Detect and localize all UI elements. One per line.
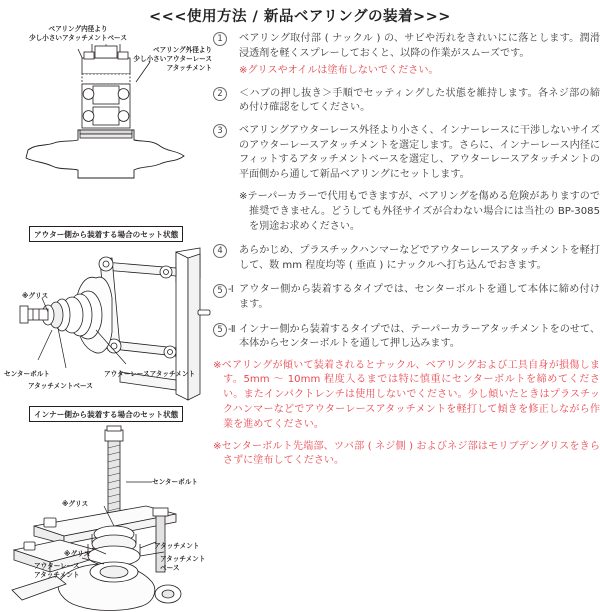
step-content [239, 323, 600, 352]
step-number: 5 [213, 284, 227, 298]
callout-grease-lower-bottom: ※グリス [64, 550, 91, 558]
step-item [213, 87, 600, 116]
step-marker [213, 32, 239, 79]
step-content [239, 32, 600, 79]
bottom-diagram-art [0, 422, 212, 612]
step-note: ※テーパーカラーで代用もできますが、ベアリングを傷める危険がありますので推奨できません。どうしても外径サイズが合わない場合には当社の BP-3085 を別途お求めください。 [239, 191, 600, 232]
callout-attachment-bottom: アタッチメント [154, 542, 200, 550]
step-content [239, 124, 600, 234]
step-number: 5 [213, 323, 227, 337]
step-note: ※グリスやオイルは塗布しないでください。 [239, 65, 439, 77]
step-item [213, 244, 600, 273]
middle-diagram-art [0, 244, 212, 424]
step-body: ベアリング取付部 ( ナックル ) の、サビや汚れをきれいにに落とします。潤滑浸透剤を軽くスプレーしておくと、以降の作業がスムーズです。 [239, 33, 600, 59]
step-body: ＜ハブの押し抜き＞手順でセッティングした状態を維持します。各ネジ部の締め付け確認をしてください。 [239, 87, 600, 114]
step-roman: -Ⅱ [228, 323, 236, 335]
page-title: <<<使用方法 / 新品ベアリングの装着>>> [149, 9, 451, 25]
step-item [213, 283, 600, 312]
step-number: 3 [213, 124, 227, 138]
step-body: ベアリングアウターレース外径より小さく、インナーレースに干渉しないサイズのアウターレースアタッチメントを選定します。さらに、インナーレース内径にフィットするアタッチメントベースを選定し、アウターレースアタッチメントの平面側から通して新品ベアリングにセットします。 [239, 124, 600, 180]
step-content [239, 87, 600, 116]
step-content [239, 283, 600, 312]
step-marker [213, 323, 239, 352]
step-item [213, 323, 600, 352]
step-number: 1 [213, 32, 227, 46]
callout-outer-race-attachment-top: ベアリング外径より 少し小さいアウターレース アタッチメント [133, 46, 212, 72]
warning-text: ※センターボルト先端部、ツバ部 ( ネジ側 ) およびネジ部はモリブデングリスをきらさずに塗布してください。 [213, 440, 600, 467]
bottom-diagram-heading: インナー側から装着する場合のセット状態 [29, 406, 183, 422]
callout-attachment-base-bottom: アタッチメント ベース [160, 555, 206, 572]
step-marker [213, 124, 239, 234]
step-body: インナー側から装着するタイプでは、テーパーカラーアタッチメントをのせて、本体からセンターボルトを通して押し込みます。 [239, 323, 600, 350]
callout-grease-upper-bottom: ※グリス [62, 500, 89, 508]
warning-block [213, 359, 600, 470]
callout-attachment-base: ベアリング内径より 少し小さいアタッチメントベース [29, 25, 127, 42]
callout-outer-race-attachment-bottom: アウターレース アタッチメント [34, 562, 80, 579]
instruction-list [213, 32, 600, 476]
step-content [239, 244, 600, 273]
step-roman: -Ⅰ [228, 284, 234, 296]
step-number: 2 [213, 87, 227, 101]
step-marker [213, 244, 239, 273]
middle-diagram-heading: アウター側から装着する場合のセット状態 [29, 226, 183, 242]
step-body: あらかじめ、プラスチックハンマーなどでアウターレースアタッチメントを軽打して、数 mm 程度均等 ( 垂直 ) にナックルへ打ち込んでおきます。 [239, 245, 600, 271]
callout-attachment-base-middle: アタッチメントベース [28, 382, 93, 390]
step-number: 4 [213, 244, 227, 258]
step-item [213, 124, 600, 234]
step-item [213, 32, 600, 79]
warning-text: ※ベアリングが傾いて装着されるとナックル、ベアリングおよび工具自身が損傷します。5mm ～ 10mm 程度入るまでは特に慎重にセンターボルトを締めてください。またインパクトレンチは使用しないでください。少し傾いたときはプラスチックハンマーなどでアウターレースアタッチメントを軽打して傾きを修正しながら作業を進めてください。 [213, 359, 600, 430]
step-body: アウター側から装着するタイプでは、センターボルトを通して本体に締め付けます。 [239, 284, 600, 310]
step-marker [213, 283, 239, 312]
callout-outer-race-attachment-middle: アウターレースアタッチメント [104, 370, 196, 378]
callout-center-bolt-bottom: センターボルト [152, 478, 198, 486]
callout-grease-middle: ※グリス [22, 292, 49, 300]
callout-center-bolt-middle: センターボルト [4, 370, 50, 378]
step-marker [213, 87, 239, 116]
diagram-column [0, 22, 212, 600]
